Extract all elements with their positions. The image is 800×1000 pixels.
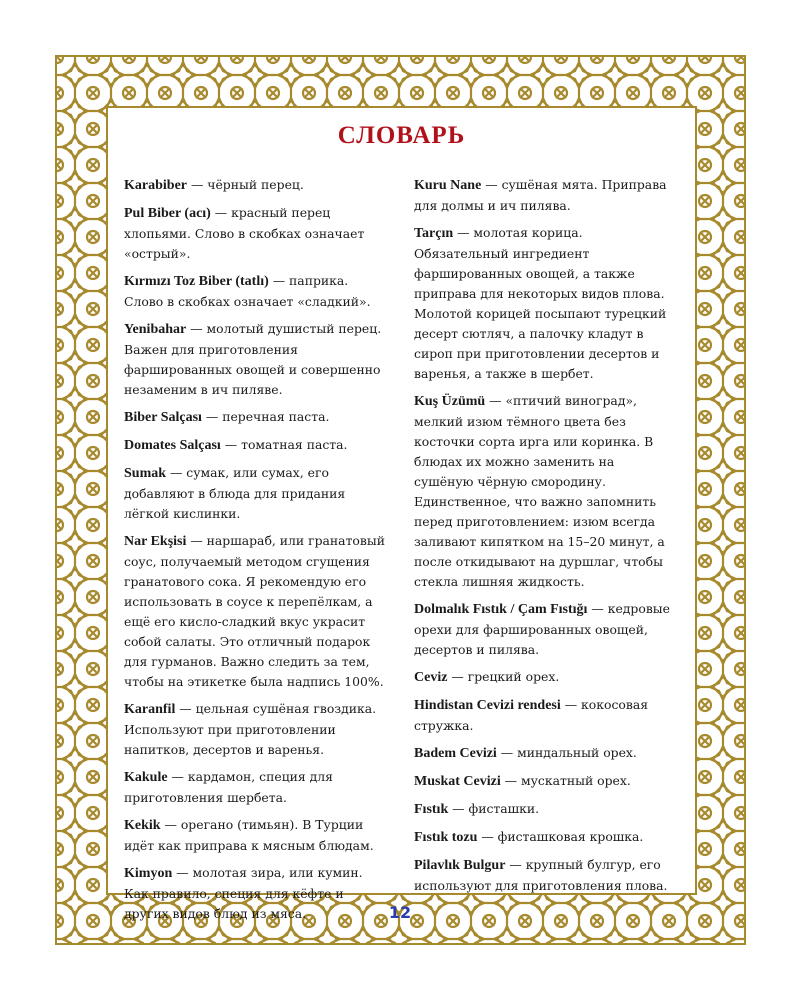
glossary-definition: — кедровые орехи для фаршированных овощей, десертов и пилява. [414, 601, 670, 657]
glossary-entry [124, 699, 386, 760]
glossary-entry [124, 435, 386, 456]
glossary-term: Nar Ekşisi [124, 534, 187, 549]
glossary-entry [414, 175, 676, 216]
glossary-entry [414, 695, 676, 736]
glossary-entry [414, 223, 676, 384]
glossary-entry [414, 855, 676, 896]
glossary-definition: — чёрный перец. [187, 177, 304, 192]
glossary-definition: — молотая зира, или кумин. Как правило, специя для кёфте и других видов блюд из мяса. [124, 865, 363, 921]
glossary-definition: — цельная сушёная гвоздика. Используют при приготовлении напитков, десертов и варенья. [124, 701, 377, 757]
glossary-definition: — фисташковая крошка. [477, 829, 644, 844]
glossary-entry [124, 271, 386, 312]
glossary-entry [124, 815, 386, 856]
glossary-definition: — крупный булгур, его используют для приготовления плова. [414, 857, 668, 893]
glossary-definition: — грецкий орех. [447, 669, 560, 684]
glossary-definition: — мускатный орех. [500, 773, 631, 788]
glossary-entry [414, 771, 676, 792]
glossary-term: Fıstık [414, 802, 449, 817]
left-column [124, 175, 386, 931]
glossary-term: Pilavlık Bulgur [414, 858, 506, 873]
glossary-term: Sumak [124, 466, 167, 481]
glossary-term: Yenibahar [124, 322, 187, 337]
glossary-definition: — красный перец хлопьями. Слово в скобках означает «острый». [124, 205, 365, 261]
glossary-definition: — сушёная мята. Приправа для долмы и ич пилява. [414, 177, 667, 213]
glossary-definition: — молотая корица. Обязательный ингредиент фаршированных овощей, а также приправа для некоторых видов плова. Молотой корицей посыпают турецкий десерт сютляч, а палочку кладут в сироп при приготовлении десертов и варенья, а также в шербет. [414, 225, 667, 381]
glossary-term: Karanfil [124, 702, 176, 717]
glossary-definition: — кокосовая стружка. [414, 697, 649, 733]
glossary-entry [414, 743, 676, 764]
glossary-term: Karabiber [124, 178, 187, 193]
glossary-entry [124, 175, 386, 196]
glossary-term: Domates Salçası [124, 438, 221, 453]
glossary-term: Biber Salçası [124, 410, 202, 425]
glossary-entry [124, 463, 386, 524]
glossary-term: Pul Biber (acı) [124, 206, 211, 221]
glossary-definition: — сумак, или сумах, его добавляют в блюда для придания лёгкой кислинки. [124, 465, 346, 521]
glossary-definition: — молотый душистый перец. Важен для приготовления фаршированных овощей и совершенно незаменим в ич пиляве. [124, 321, 382, 397]
glossary-term: Hindistan Cevizi rendesi [414, 698, 561, 713]
glossary-entry [414, 391, 676, 592]
glossary-entry [414, 667, 676, 688]
glossary-entry [124, 531, 386, 692]
glossary-definition: — «птичий виноград», мелкий изюм тёмного цвета без косточки сорта ирга или коринка. В блюдах их можно заменить на сушёную чёрную смородину. Единственное, что важно запомнить перед приготовлением: изюм всегда заливают кипятком на 15–20 минут, а после откидывают на дуршлаг, чтобы стекла лишняя жидкость. [414, 393, 665, 589]
glossary-term: Kimyon [124, 866, 173, 881]
glossary-term: Kırmızı Toz Biber (tatlı) [124, 274, 269, 289]
glossary-entry [414, 599, 676, 660]
glossary-definition: — кардамон, специя для приготовления шербета. [124, 769, 333, 805]
glossary-term: Kakule [124, 770, 168, 785]
right-column [414, 175, 676, 903]
page-number: 12 [388, 903, 412, 922]
glossary-term: Tarçın [414, 226, 454, 241]
glossary-term: Kuş Üzümü [414, 394, 486, 409]
glossary-definition: — фисташки. [448, 801, 540, 816]
glossary-entry [414, 799, 676, 820]
glossary-term: Badem Cevizi [414, 746, 497, 761]
glossary-term: Kekik [124, 818, 161, 833]
glossary-definition: — паприка. Слово в скобках означает «сладкий». [124, 273, 371, 309]
glossary-term: Muskat Cevizi [414, 774, 501, 789]
glossary-term: Ceviz [414, 670, 448, 685]
page-title: СЛОВАРЬ [337, 122, 466, 149]
glossary-entry [124, 203, 386, 264]
glossary-definition: — наршараб, или гранатовый соус, получаемый методом сгущения гранатового сока. Я рекомендую его использовать в соусе к перепёлкам, а ещё его кисло-сладкий вкус украсит собой салаты. Это отличный подарок для гурманов. Важно следить за тем, чтобы на этикетке была надпись 100%. [124, 533, 385, 689]
glossary-entry [124, 767, 386, 808]
glossary-entry [124, 407, 386, 428]
glossary-entry [414, 827, 676, 848]
glossary-term: Dolmalık Fıstık / Çam Fıstığı [414, 602, 588, 617]
glossary-definition: — томатная паста. [220, 437, 348, 452]
glossary-definition: — орегано (тимьян). В Турции идёт как приправа к мясным блюдам. [124, 817, 374, 853]
glossary-entry [124, 319, 386, 400]
glossary-definition: — миндальный орех. [496, 745, 637, 760]
glossary-definition: — перечная паста. [201, 409, 330, 424]
glossary-term: Kuru Nane [414, 178, 482, 193]
glossary-term: Fıstık tozu [414, 830, 478, 845]
